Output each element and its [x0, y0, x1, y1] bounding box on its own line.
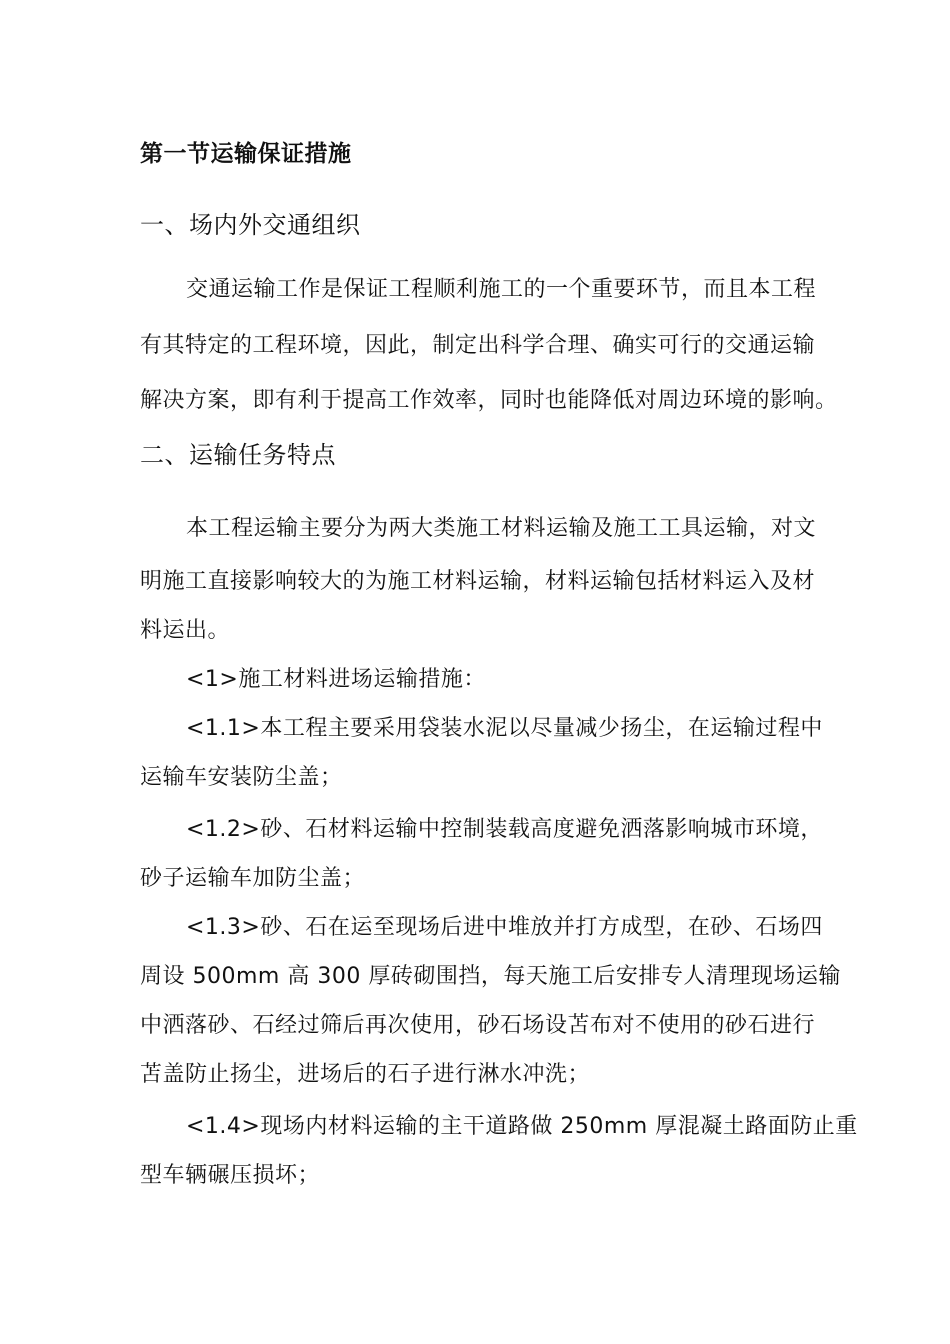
section-heading-1: 一、场内外交通组织 — [140, 211, 361, 239]
list-item-line: <1.4>现场内材料运输的主干道路做 250mm 厚混凝土路面防止重 — [186, 1114, 858, 1139]
section-heading-2: 二、运输任务特点 — [140, 441, 336, 469]
list-item-line: 型车辆碾压损坏； — [140, 1163, 321, 1188]
paragraph-line: 本工程运输主要分为两大类施工材料运输及施工工具运输，对文 — [186, 516, 817, 541]
list-item-line: 苫盖防止扬尘，进场后的石子进行淋水冲洗； — [140, 1062, 591, 1087]
list-item-line: 周设 500mm 高 300 厚砖砌围挡，每天施工后安排专人清理现场运输 — [140, 964, 841, 989]
paragraph-line: 解决方案，即有利于提高工作效率，同时也能降低对周边环境的影响。 — [140, 388, 838, 413]
measures-title: <1>施工材料进场运输措施： — [186, 667, 486, 692]
list-item-line: <1.1>本工程主要采用袋装水泥以尽量减少扬尘，在运输过程中 — [186, 716, 823, 741]
paragraph-line: 交通运输工作是保证工程顺利施工的一个重要环节，而且本工程 — [186, 277, 817, 302]
paragraph-line: 明施工直接影响较大的为施工材料运输，材料运输包括材料运入及材 — [140, 569, 816, 594]
list-item-line: 运输车安装防尘盖； — [140, 765, 343, 790]
list-item-line: 砂子运输车加防尘盖； — [140, 866, 366, 891]
list-item-line: <1.2>砂、石材料运输中控制装载高度避免洒落影响城市环境， — [186, 817, 823, 842]
paragraph-line: 料运出。 — [140, 618, 231, 643]
list-item-line: 中洒落砂、石经过筛后再次使用，砂石场设苫布对不使用的砂石进行 — [140, 1013, 816, 1038]
paragraph-line: 有其特定的工程环境，因此，制定出科学合理、确实可行的交通运输 — [140, 333, 816, 358]
page-title: 第一节运输保证措施 — [140, 141, 352, 167]
list-item-line: <1.3>砂、石在运至现场后进中堆放并打方成型，在砂、石场四 — [186, 915, 823, 940]
